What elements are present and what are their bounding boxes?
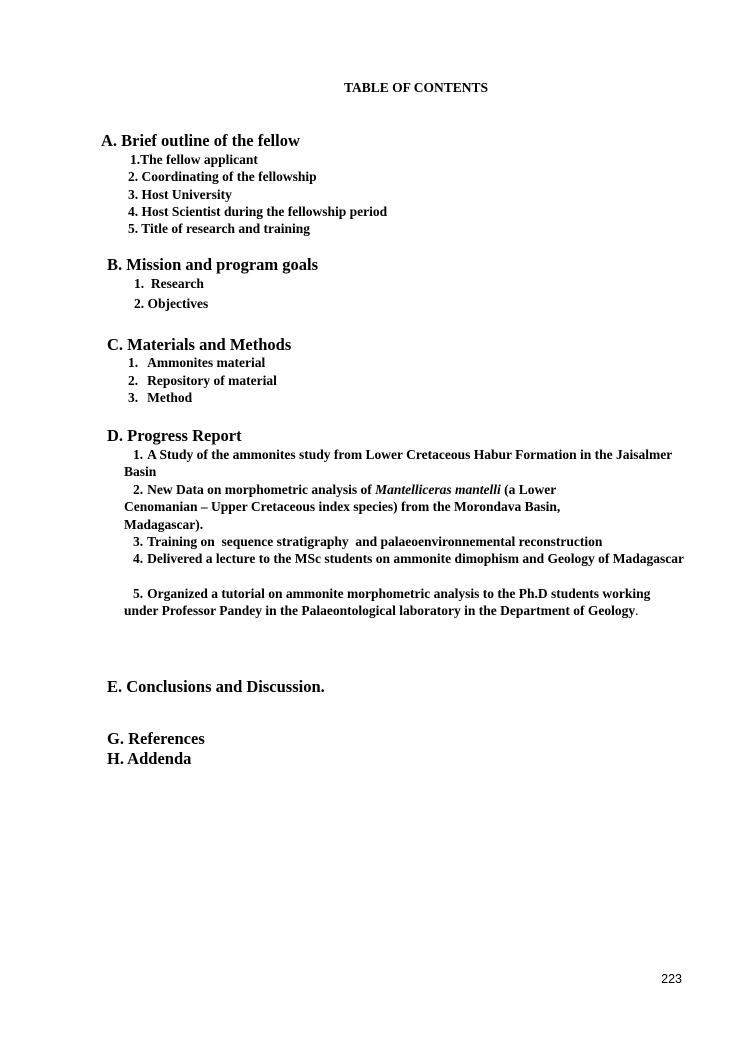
section-d-item-5-number: 5. (133, 586, 144, 601)
section-c-item-1-text: Ammonites material (147, 355, 266, 370)
section-c-item-1-number: 1. (128, 355, 139, 370)
section-d-item-5 (124, 585, 684, 620)
section-b-item-2: 2. Objectives (134, 296, 209, 311)
section-d-item-1-text: A Study of the ammonites study from Lower Cretaceous Habur Formation in the Jaisalmer Basin (124, 447, 672, 480)
section-b-item-1: 1. Research (134, 276, 204, 291)
section-a-item-1: 1.The fellow applicant (130, 152, 258, 167)
section-d-item-4 (124, 550, 684, 567)
page-title: TABLE OF CONTENTS (343, 80, 489, 95)
section-c-item-2-text: Repository of material (147, 373, 277, 388)
species-name: Mantelliceras mantelli (375, 482, 501, 497)
section-g-heading: G. References (107, 729, 205, 748)
section-d-item-3-number: 3. (133, 534, 144, 549)
section-d-item-2 (124, 481, 624, 533)
section-d-heading: D. Progress Report (107, 426, 242, 445)
section-b-heading: B. Mission and program goals (107, 255, 319, 274)
section-a-heading: A. Brief outline of the fellow (101, 131, 300, 150)
section-d-item-2-text-before: New Data on morphometric analysis of (147, 482, 372, 497)
section-a-item-4: 4. Host Scientist during the fellowship period (128, 204, 388, 219)
section-d-item-3 (124, 533, 684, 550)
section-d-item-2-text-after: (a Lower Cenomanian – Upper Cretaceous index species) from the Morondava Basin, Madagascar). (124, 482, 561, 532)
section-c-item-3-number: 3. (128, 390, 139, 405)
section-c-item-3-text: Method (147, 390, 193, 405)
section-c-item-2 (128, 373, 277, 389)
section-c-item-3 (128, 390, 192, 406)
page-number: 223 (661, 972, 682, 986)
section-e-heading: E. Conclusions and Discussion. (107, 677, 325, 696)
section-h-heading: H. Addenda (107, 749, 192, 768)
section-d-item-5-tail: . (635, 603, 639, 619)
section-c-item-1 (128, 355, 265, 371)
section-d-item-4-text: Delivered a lecture to the MSc students on ammonite dimophism and Geology of Madagascar (147, 551, 684, 566)
section-c-item-2-number: 2. (128, 373, 139, 388)
section-d-item-3-text: Training on sequence stratigraphy and palaeoenvironnemental reconstruction (147, 534, 603, 549)
section-a-item-3: 3. Host University (128, 187, 232, 202)
section-c-heading: C. Materials and Methods (107, 335, 292, 354)
section-d-item-4-number: 4. (133, 551, 144, 566)
section-d-item-5-text: Organized a tutorial on ammonite morphometric analysis to the Ph.D students working under Professor Pandey in the Palaeontological laboratory in the Department of Geology (124, 586, 651, 619)
section-d-item-1-number: 1. (133, 447, 144, 462)
section-d-item-2-number: 2. (133, 482, 144, 497)
section-d-item-1 (124, 446, 684, 481)
section-a-item-2: 2. Coordinating of the fellowship (128, 169, 317, 184)
section-a-item-5: 5. Title of research and training (128, 221, 311, 236)
